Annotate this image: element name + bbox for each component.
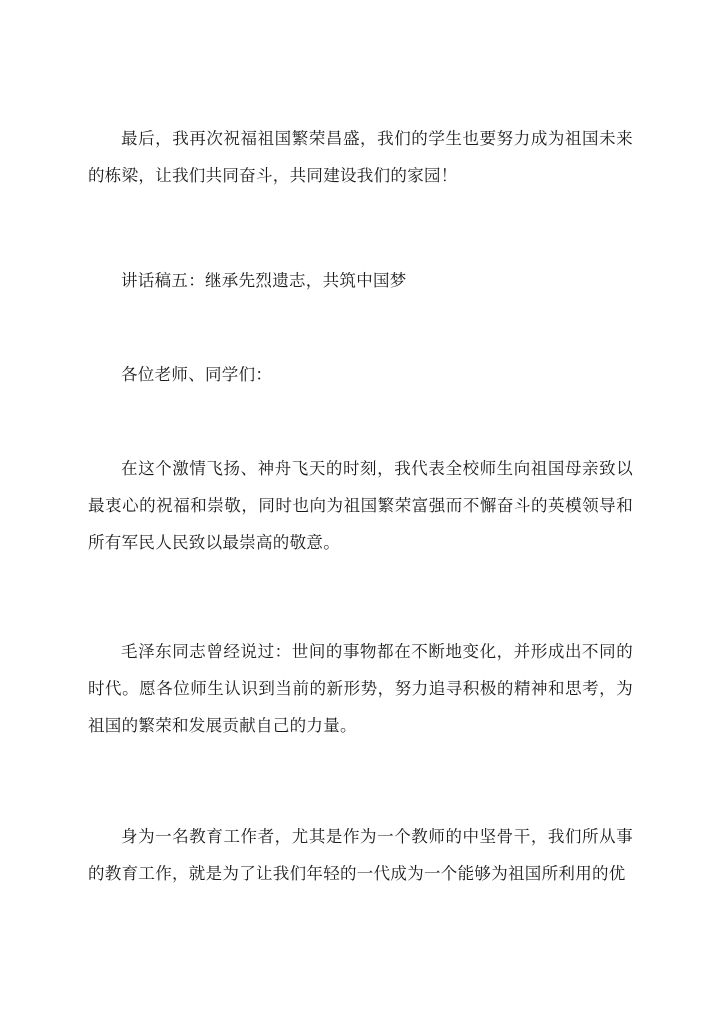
paragraph-mao-quote: 毛泽东同志曾经说过：世间的事物都在不断地变化，并形成出不同的时代。愿各位师生认识到当前的新形势，努力追寻积极的精神和思考，为祖国的繁荣和发展贡献自己的力量。 (88, 642, 633, 735)
paragraph-closing-wishes: 最后，我再次祝福祖国繁荣昌盛，我们的学生也要努力成为祖国未来的栋梁，让我们共同奋斗，共同建设我们的家园！ (88, 129, 633, 185)
paragraph-blessing: 在这个激情飞扬、神舟飞天的时刻，我代表全校师生向祖国母亲致以最衷心的祝福和崇敬，同时也向为祖国繁荣富强而不懈奋斗的英模领导和所有军民人民致以最崇高的敬意。 (88, 459, 633, 552)
paragraph-educator: 身为一名教育工作者，尤其是作为一个教师的中坚骨干，我们所从事的教育工作，就是为了让我们年轻的一代成为一个能够为祖国所利用的优 (88, 827, 633, 883)
speech-five-title: 讲话稿五：继承先烈遗志，共筑中国梦 (121, 271, 407, 290)
greeting: 各位老师、同学们： (121, 365, 273, 384)
